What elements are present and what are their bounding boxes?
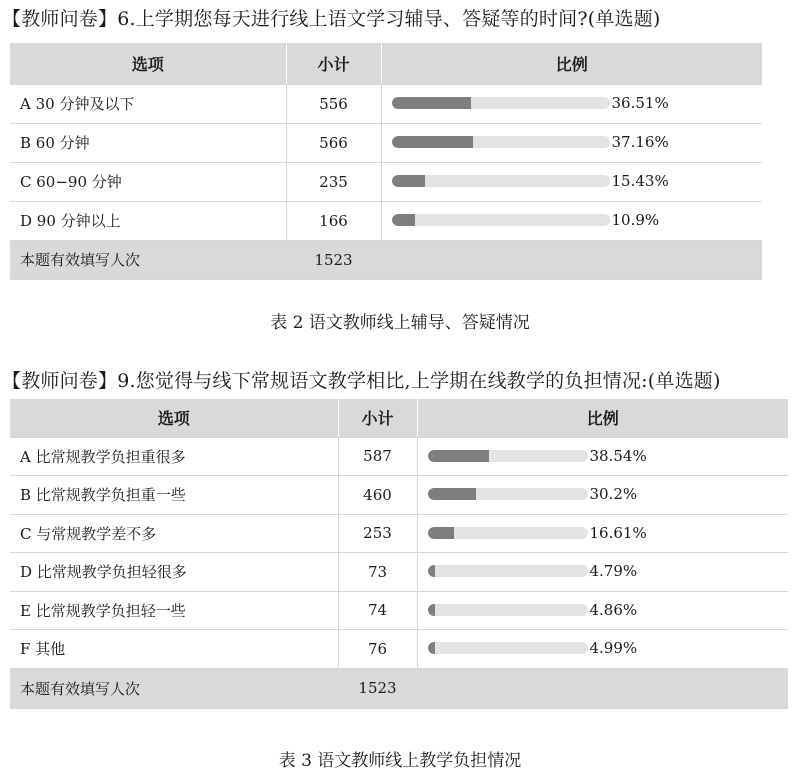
ratio-bar-group bbox=[392, 172, 669, 190]
progress-bar-fill bbox=[428, 565, 436, 577]
progress-bar-track bbox=[428, 450, 588, 462]
progress-bar-track bbox=[428, 642, 588, 654]
option-count: 253 bbox=[338, 514, 417, 553]
ratio-bar-group bbox=[428, 524, 647, 542]
option-label: E 比常规教学负担轻一些 bbox=[10, 591, 338, 630]
percent-label: 30.2% bbox=[589, 485, 638, 504]
percent-label: 10.9% bbox=[611, 211, 660, 229]
total-label: 本题有效填写人次 bbox=[10, 668, 338, 708]
ratio-bar-group bbox=[428, 447, 647, 465]
ratio-cell bbox=[417, 553, 788, 592]
total-ratio-cell bbox=[417, 668, 788, 708]
count-column-header: 小计 bbox=[286, 43, 381, 84]
percent-label: 4.86% bbox=[589, 600, 638, 619]
progress-bar-track bbox=[392, 97, 610, 109]
ratio-bar-group bbox=[392, 94, 669, 112]
count-column-header: 小计 bbox=[338, 399, 417, 437]
progress-bar-fill bbox=[428, 450, 490, 462]
option-count: 235 bbox=[286, 162, 381, 201]
table-row bbox=[10, 476, 788, 515]
table-header-row bbox=[10, 43, 762, 84]
option-label: C 60−90 分钟 bbox=[10, 162, 286, 201]
percent-label: 15.43% bbox=[611, 172, 669, 190]
table-row bbox=[10, 630, 788, 669]
table-row bbox=[10, 514, 788, 553]
percent-label: 37.16% bbox=[611, 133, 669, 151]
progress-bar-track bbox=[428, 604, 588, 616]
ratio-cell bbox=[381, 201, 762, 240]
ratio-bar-group bbox=[428, 639, 638, 657]
progress-bar-fill bbox=[428, 527, 455, 539]
table-header-row bbox=[10, 399, 788, 437]
percent-label: 16.61% bbox=[589, 523, 647, 542]
ratio-cell bbox=[417, 476, 788, 515]
percent-label: 4.79% bbox=[589, 562, 638, 581]
survey-results-table bbox=[10, 43, 762, 280]
ratio-bar-group bbox=[392, 133, 669, 151]
percent-label: 4.99% bbox=[589, 639, 638, 658]
ratio-cell bbox=[381, 162, 762, 201]
total-row bbox=[10, 668, 788, 708]
ratio-cell bbox=[381, 123, 762, 162]
ratio-cell bbox=[381, 84, 762, 123]
table-row bbox=[10, 84, 762, 123]
table-body bbox=[10, 84, 762, 240]
progress-bar-fill bbox=[392, 97, 472, 109]
survey-question-title: 【教师问卷】6.上学期您每天进行线上语文学习辅导、答疑等的时间?(单选题) bbox=[2, 8, 661, 30]
progress-bar-fill bbox=[392, 175, 426, 187]
ratio-bar-group bbox=[392, 211, 660, 229]
survey-results-table bbox=[10, 399, 788, 709]
progress-bar-track bbox=[428, 488, 588, 500]
progress-bar-fill bbox=[392, 136, 473, 148]
ratio-column-header: 比例 bbox=[381, 43, 762, 84]
option-count: 73 bbox=[338, 553, 417, 592]
ratio-bar-group bbox=[428, 562, 638, 580]
progress-bar-fill bbox=[392, 214, 416, 226]
progress-bar-track bbox=[392, 175, 610, 187]
option-label: D 90 分钟以上 bbox=[10, 201, 286, 240]
progress-bar-track bbox=[392, 214, 610, 226]
progress-bar-fill bbox=[428, 604, 436, 616]
progress-bar-fill bbox=[428, 642, 436, 654]
progress-bar-track bbox=[428, 565, 588, 577]
option-count: 74 bbox=[338, 591, 417, 630]
option-count: 587 bbox=[338, 437, 417, 476]
option-label: D 比常规教学负担轻很多 bbox=[10, 553, 338, 592]
progress-bar-track bbox=[392, 136, 610, 148]
ratio-cell bbox=[417, 437, 788, 476]
option-label: C 与常规教学差不多 bbox=[10, 514, 338, 553]
progress-bar-track bbox=[428, 527, 588, 539]
table-caption: 表 3 语文教师线上教学负担情况 bbox=[278, 751, 522, 771]
ratio-bar-group bbox=[428, 485, 638, 503]
total-ratio-cell bbox=[381, 240, 762, 279]
table-row bbox=[10, 553, 788, 592]
total-count: 1523 bbox=[286, 240, 381, 279]
table-caption: 表 2 语文教师线上辅导、答疑情况 bbox=[270, 313, 530, 333]
option-count: 556 bbox=[286, 84, 381, 123]
percent-label: 36.51% bbox=[611, 94, 669, 112]
option-column-header: 选项 bbox=[10, 399, 338, 437]
progress-bar-fill bbox=[428, 488, 476, 500]
option-label: F 其他 bbox=[10, 630, 338, 669]
option-count: 76 bbox=[338, 630, 417, 669]
option-column-header: 选项 bbox=[10, 43, 286, 84]
option-count: 460 bbox=[338, 476, 417, 515]
total-count: 1523 bbox=[338, 668, 417, 708]
percent-label: 38.54% bbox=[589, 446, 647, 465]
table-body bbox=[10, 437, 788, 668]
total-label: 本题有效填写人次 bbox=[10, 240, 286, 279]
option-count: 566 bbox=[286, 123, 381, 162]
total-row bbox=[10, 240, 762, 279]
table-row bbox=[10, 437, 788, 476]
ratio-bar-group bbox=[428, 601, 638, 619]
ratio-cell bbox=[417, 514, 788, 553]
ratio-column-header: 比例 bbox=[417, 399, 788, 437]
option-label: A 比常规教学负担重很多 bbox=[10, 437, 338, 476]
option-label: B 60 分钟 bbox=[10, 123, 286, 162]
ratio-cell bbox=[417, 591, 788, 630]
ratio-cell bbox=[417, 630, 788, 669]
table-row bbox=[10, 162, 762, 201]
option-label: A 30 分钟及以下 bbox=[10, 84, 286, 123]
option-count: 166 bbox=[286, 201, 381, 240]
table-row bbox=[10, 591, 788, 630]
table-row bbox=[10, 123, 762, 162]
table-row bbox=[10, 201, 762, 240]
option-label: B 比常规教学负担重一些 bbox=[10, 476, 338, 515]
survey-question-title: 【教师问卷】9.您觉得与线下常规语文教学相比,上学期在线教学的负担情况:(单选题) bbox=[2, 370, 721, 392]
